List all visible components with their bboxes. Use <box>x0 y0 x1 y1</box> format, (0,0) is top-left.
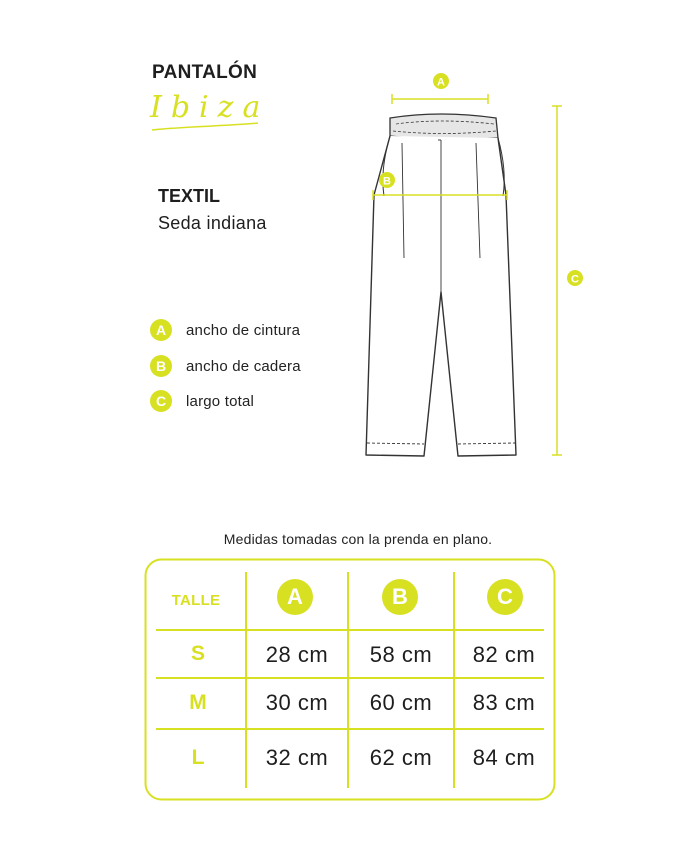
cell-s-b: 58 cm <box>369 642 433 667</box>
length-measure-line <box>552 106 562 455</box>
cell-s-c: 82 cm <box>472 642 536 667</box>
size-l: L <box>191 746 205 769</box>
fabric-value: Seda indiana <box>158 213 267 233</box>
cell-m-c: 83 cm <box>472 690 536 715</box>
legend-badge-b: B <box>150 355 172 377</box>
cell-s-a: 28 cm <box>265 642 329 667</box>
product-name-underline <box>150 96 260 136</box>
legend-label-length: largo total <box>186 392 255 410</box>
product-name: Ibiza <box>150 90 270 125</box>
legend-item-hip <box>150 355 301 377</box>
size-m: M <box>189 691 207 714</box>
column-badge-b: B <box>382 579 418 615</box>
pants-diagram <box>340 60 600 480</box>
column-badge-c: C <box>487 579 523 615</box>
cell-l-c: 84 cm <box>472 745 536 770</box>
size-table <box>144 558 556 801</box>
cell-l-a: 32 cm <box>265 745 329 770</box>
fabric-label: TEXTIL <box>158 186 220 206</box>
size-s: S <box>190 642 205 665</box>
marker-a-label: A <box>437 76 445 89</box>
legend-badge-c: C <box>150 390 172 412</box>
cell-m-a: 30 cm <box>265 690 329 715</box>
waist-measure-line <box>392 94 488 104</box>
legend-label-waist: ancho de cintura <box>186 321 301 339</box>
legend-badge-a: A <box>150 319 172 341</box>
waistband <box>390 114 498 140</box>
product-type: PANTALÓN <box>152 62 258 83</box>
cell-l-b: 62 cm <box>369 745 433 770</box>
legend-label-hip: ancho de cadera <box>186 357 301 375</box>
marker-c-label: C <box>571 273 579 286</box>
cell-m-b: 60 cm <box>369 690 433 715</box>
size-column-header: TALLE <box>171 592 221 609</box>
column-badge-a: A <box>277 579 313 615</box>
legend-item-length <box>150 390 254 412</box>
legend-item-waist <box>150 319 300 341</box>
measurement-note: Medidas tomadas con la prenda en plano. <box>223 531 493 547</box>
marker-b-label: B <box>383 175 391 188</box>
